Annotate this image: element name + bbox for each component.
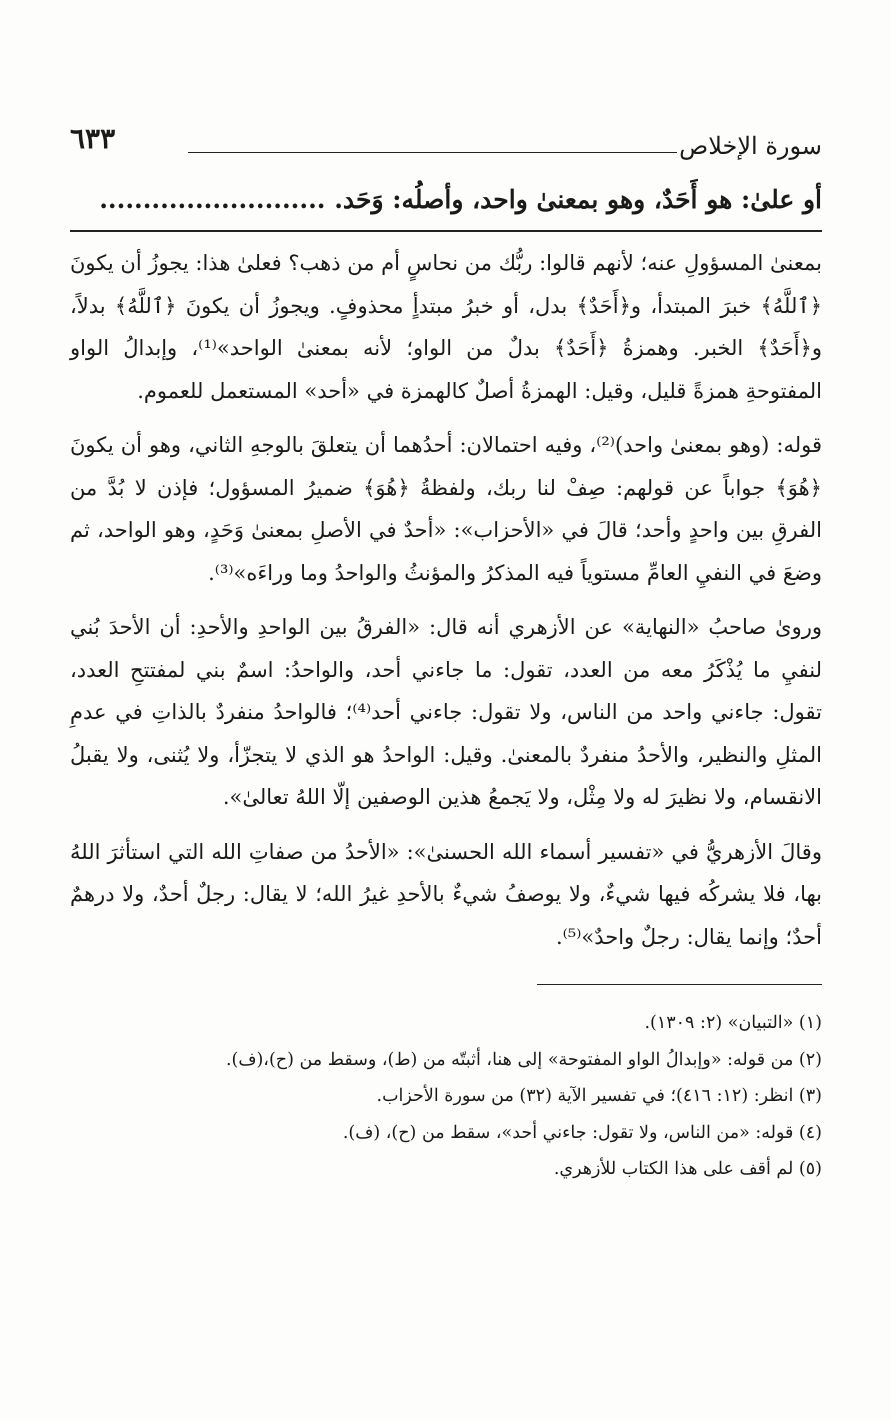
- paragraph: وقالَ الأزهريُّ في «تفسير أسماء الله الحسنىٰ»: «الأحدُ من صفاتِ الله التي استأثرَ اللهُ بها، فلا يشركُه فيها شيءٌ، ولا يوصفُ شيءٌ بالأحدِ غيرُ الله؛ لا يقال: رجلٌ أحدٌ، ولا درهمٌ أحدٌ؛ وإنما يقال: رجلٌ واحدٌ»⁽⁵⁾.: [70, 839, 822, 949]
- footnotes: [70, 1005, 822, 1188]
- footnote-rule: [537, 984, 822, 985]
- matn-line: أو علىٰ: هو أَحَدٌ، وهو بمعنىٰ واحد، وأصلُه: وَحَد. ..........................: [99, 185, 822, 214]
- book-page: [70, 110, 822, 1188]
- footnote: (٥) لم أقف على هذا الكتاب للأزهري.: [553, 1159, 822, 1179]
- paragraph: قوله: (وهو بمعنىٰ واحد)⁽²⁾، وفيه احتمالان: أحدُهما أن يتعلقَ بالوجهِ الثاني، وهو أن يكونَ ﴿هُوَ﴾ جواباً عن قولهم: صِفْ لنا ربك، ولفظةُ ﴿هُوَ﴾ ضميرُ المسؤول؛ فإذن لا بُدَّ من الفرقِ بين واحدٍ وأحد؛ قالَ في «الأحزاب»: «أحدٌ في الأصلِ بمعنىٰ وَحَدٍ، وهو الواحد، ثم وضعَ في النفيِ العامِّ مستوياً فيه المذكرُ والمؤنثُ والواحدُ وما وراءَه»⁽³⁾.: [70, 433, 822, 585]
- page-number: ٦٣٣: [70, 122, 116, 155]
- paragraph: بمعنىٰ المسؤولِ عنه؛ لأنهم قالوا: ربُّك من نحاسٍ أم من ذهب؟ فعلىٰ هذا: يجوزُ أن يكونَ ﴿ٱللَّهُ﴾ خبرَ المبتدأ، و﴿أَحَدٌ﴾ بدل، أو خبرُ مبتدأٍ محذوفٍ. ويجوزُ أن يكونَ ﴿ٱللَّهُ﴾ بدلاً، و﴿أَحَدٌ﴾ الخبر. وهمزةُ ﴿أَحَدٌ﴾ بدلٌ من الواو؛ لأنه بمعنىٰ الواحد»⁽¹⁾، وإبدالُ الواو المفتوحةِ همزةً قليل، وقيل: الهمزةُ أصلٌ كالهمزة في «أحد» المستعمل للعموم.: [70, 251, 822, 403]
- running-header: [70, 110, 822, 160]
- matn-rule: [70, 230, 822, 232]
- footnote: (٢) من قوله: «وإبدالُ الواو المفتوحة» إلى هنا، أثبتّه من (ط)، وسقط من (ح)،(ف).: [225, 1049, 822, 1070]
- paragraph: وروىٰ صاحبُ «النهاية» عن الأزهري أنه قال: «الفرقُ بين الواحدِ والأحدِ: أن الأحدَ بُني لنفيِ ما يُذْكَرُ معه من العدد، تقول: ما جاءني أحد، والواحدُ: اسمٌ بني لمفتتحِ العدد، تقول: جاءني واحد من الناس، ولا تقول: جاءني أحد⁽⁴⁾؛ فالواحدُ منفردٌ بالذاتِ في عدمِ المثلِ والنظير، والأحدُ منفردٌ بالمعنىٰ. وقيل: الواحدُ هو الذي لا يتجزّأ، ولا يُثنى، ولا يقبلُ الانقسام، ولا نظيرَ له ولا مِثْل، ولا يَجمعُ هذين الوصفين إلّا اللهُ تعالىٰ».: [70, 615, 822, 809]
- footnote: (١) «التبيان» (٢: ١٣٠٩).: [644, 1013, 822, 1033]
- footnote: (٣) انظر: (١٢: ٤١٦)؛ في تفسير الآية (٣٢) من سورة الأحزاب.: [376, 1086, 822, 1106]
- header-rule: [188, 152, 677, 153]
- footnote: (٤) قوله: «من الناس، ولا تقول: جاءني أحد»، سقط من (ح)، (ف).: [342, 1122, 822, 1143]
- sura-title: سورة الإخلاص: [679, 132, 822, 160]
- commentary-body: [70, 242, 822, 958]
